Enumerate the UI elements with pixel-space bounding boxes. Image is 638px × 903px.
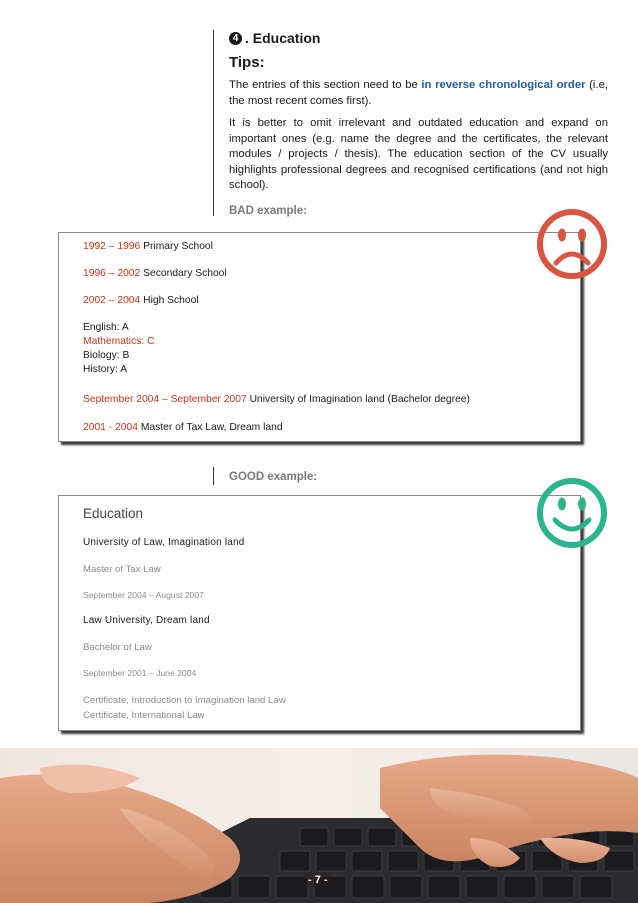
entry-text: Secondary School <box>140 268 227 279</box>
section-divider-line <box>213 30 214 216</box>
entry-dates: 2002 – 2004 <box>83 295 141 306</box>
tips-paragraph-2: It is better to omit irrelevant and outdated education and expand on important ones (e.g. name the degree and the certificates, the relevant modules / projects / thesis). The education section of the CV usually highlights professional degrees and recognised certifications (and not high school). <box>229 117 608 192</box>
tips-p1-highlight: in reverse chronological order <box>421 79 586 91</box>
bad-entry-highschool <box>83 295 199 306</box>
entry-text: University of Imagination land (Bachelor degree) <box>246 394 470 405</box>
entry-text: Master of Tax Law, Dream land <box>137 422 283 433</box>
good-line-law-university: Law University, Dream land <box>83 615 210 626</box>
good-example-box <box>58 495 581 731</box>
tips-p1-pre: The entries of this section need to be <box>229 79 422 91</box>
section-heading <box>229 30 320 46</box>
section-number-badge: 4 <box>229 32 242 45</box>
entry-dates: 2001 - 2004 <box>83 422 138 433</box>
entry-text: High School <box>140 295 199 306</box>
good-example-label: GOOD example: <box>229 471 318 483</box>
entry-dates: 1996 – 2002 <box>83 268 141 279</box>
good-line-certificate-2: Certificate, International Law <box>83 710 205 721</box>
grade-mathematics: Mathematics: C <box>83 336 155 347</box>
grade-history: History: A <box>83 364 128 375</box>
good-line-university: University of Law, Imagination land <box>83 537 245 548</box>
page-number: - 7 - <box>304 873 332 887</box>
sad-face-icon <box>535 207 609 281</box>
entry-dates: September 2004 – September 2007 <box>83 394 247 405</box>
tips-title: Tips: <box>229 54 265 71</box>
bad-entry-university <box>83 394 470 405</box>
good-heading: Education <box>83 506 144 521</box>
bad-entry-secondary <box>83 268 227 279</box>
entry-dates: 1992 – 1996 <box>83 241 141 252</box>
tips-p1-post: (i.e, the most recent comes first). <box>229 79 608 107</box>
bad-example-box <box>58 232 581 442</box>
entry-text: Primary School <box>140 241 213 252</box>
grade-biology: Biology: B <box>83 350 130 361</box>
smiley-face-icon <box>535 476 609 550</box>
tips-paragraph-1 <box>229 78 608 109</box>
grade-english: English: A <box>83 322 129 333</box>
good-line-bachelor: Bachelor of Law <box>83 642 152 653</box>
bad-example-label: BAD example: <box>229 205 307 217</box>
good-line-certificate-1: Certificate, Introduction to Imagination land Law <box>83 695 286 706</box>
bad-entry-primary <box>83 241 213 252</box>
good-line-dates-1: September 2004 – August 2007 <box>83 590 204 600</box>
good-line-dates-2: September 2001 – June 2004 <box>83 668 197 678</box>
good-divider-line <box>213 467 214 485</box>
section-title: . Education <box>245 30 321 46</box>
bad-entry-master <box>83 422 283 433</box>
good-line-master: Master of Tax Law <box>83 564 161 575</box>
